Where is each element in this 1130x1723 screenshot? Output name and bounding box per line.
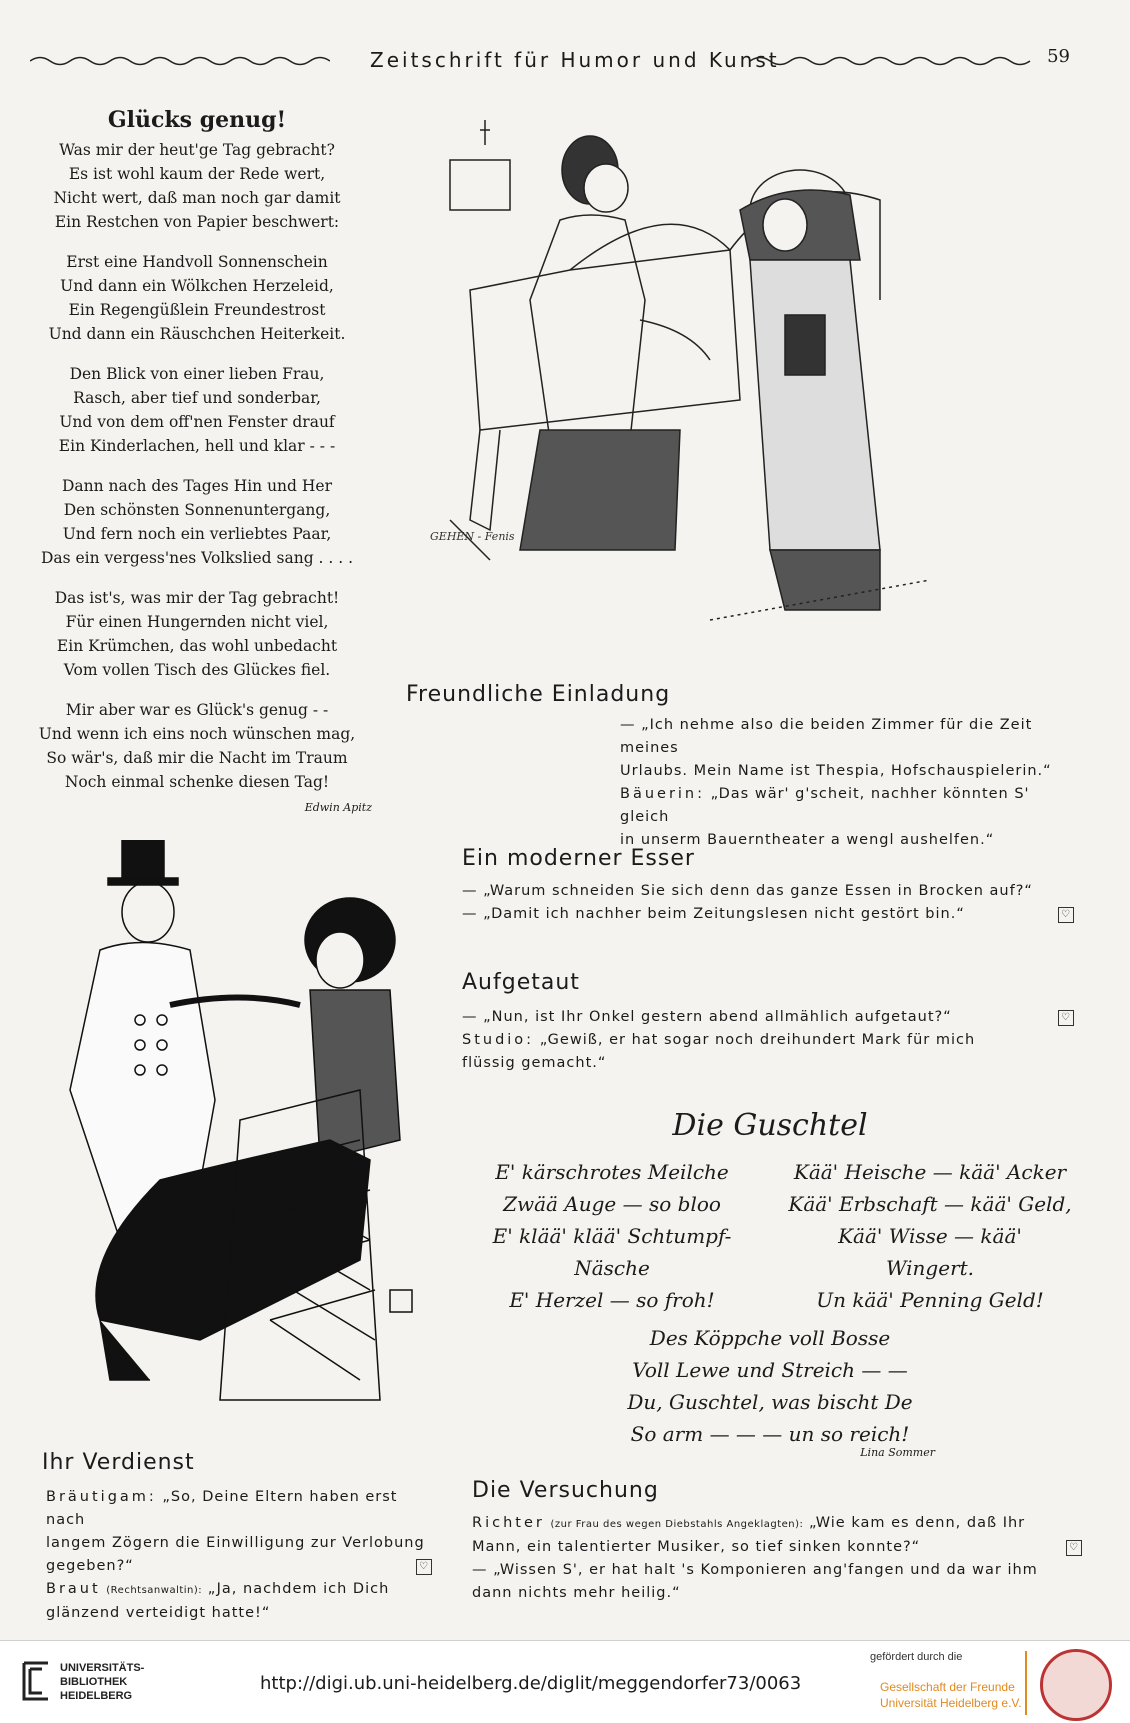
- poem-line: Näsche: [574, 1256, 650, 1280]
- text-line: [462, 903, 1074, 926]
- text-line-content: — „Nun, ist Ihr Onkel gestern abend allmählich aufgetaut?“: [462, 1009, 952, 1025]
- poem-line: E' klää' klää' Schtumpf-: [492, 1224, 732, 1248]
- text-line: [46, 1578, 432, 1602]
- text-line-content: — „Damit ich nachher beim Zeitungslesen nicht gestört bin.“: [462, 906, 965, 922]
- library-name: [60, 1661, 144, 1703]
- poem-stanza-2: [22, 250, 372, 346]
- poem-stanza-4: [22, 474, 372, 570]
- header-ornament-left: [30, 54, 330, 68]
- heart-icon: ♡: [1066, 1540, 1082, 1556]
- poem-line: Un kää' Penning Geld!: [816, 1288, 1044, 1312]
- footer-divider: [1025, 1651, 1027, 1715]
- library-name-line: HEIDELBERG: [60, 1690, 133, 1702]
- poem-line: Ein Kinderlachen, hell und klar - - -: [58, 437, 336, 455]
- poem-line: Vom vollen Tisch des Glückes fiel.: [63, 661, 331, 679]
- poem-line: Voll Lewe und Streich — —: [632, 1358, 908, 1382]
- speaker-note: (Rechtsanwaltin):: [106, 1585, 203, 1596]
- poem-stanza-5: [22, 586, 372, 682]
- poem-line: Für einen Hungernden nicht viel,: [65, 613, 329, 631]
- heading-ihr-verdienst: Ihr Verdienst: [42, 1450, 195, 1475]
- poem-line: Und fern noch ein verliebtes Paar,: [62, 525, 332, 543]
- poem-stanza-1: [22, 138, 372, 234]
- guschtel-author: Lina Sommer: [860, 1446, 935, 1459]
- poem-line: Dann nach des Tages Hin und Her: [61, 477, 332, 495]
- text-line: [462, 1029, 1074, 1052]
- speaker-label: Braut: [46, 1581, 101, 1597]
- illustration-couple: [40, 840, 420, 1450]
- poem-line: Du, Guschtel, was bischt De: [627, 1390, 913, 1414]
- poem-line: Das ein vergess'nes Volkslied sang . . . .: [40, 549, 354, 567]
- header-ornament-right: [750, 54, 1040, 68]
- poem-line: So wär's, daß mir die Nacht im Traum: [46, 749, 348, 767]
- university-seal-icon: [1040, 1649, 1112, 1721]
- poem-line: Was mir der heut'ge Tag gebracht?: [59, 141, 335, 159]
- text-line: langem Zögern die Einwilligung zur Verlobung: [46, 1535, 425, 1551]
- text-line: [472, 1536, 1082, 1559]
- text-line: glänzend verteidigt hatte!“: [46, 1605, 271, 1621]
- poem-author: Edwin Apitz: [304, 801, 372, 814]
- text-line: [46, 1486, 432, 1532]
- poem-line: Ein Restchen von Papier beschwert:: [54, 213, 340, 231]
- text-line-content: gegeben?“: [46, 1558, 134, 1574]
- poem-line: Rasch, aber tief und sonderbar,: [73, 389, 321, 407]
- library-logo-icon: [20, 1659, 52, 1703]
- society-name-line: Universität Heidelberg e.V.: [880, 1696, 1022, 1710]
- text-line: Urlaubs. Mein Name ist Thespia, Hofschauspielerin.“: [620, 763, 1052, 779]
- speech-text: „Gewiß, er hat sogar noch dreihundert Mark für mich: [539, 1032, 976, 1048]
- poem-line: Des Köppche voll Bosse: [649, 1326, 891, 1350]
- heading-freundliche-einladung: Freundliche Einladung: [406, 682, 671, 707]
- text-line: in unserm Bauerntheater a wengl aushelfen.“: [620, 832, 995, 848]
- speech-text: „Das wär' g'scheit, nachher könnten S' gleich: [620, 786, 1030, 825]
- text-line: [462, 1006, 1074, 1029]
- poem-line: Mir aber war es Glück's genug - -: [65, 701, 329, 719]
- poem-line: Und dann ein Räuschchen Heiterkeit.: [48, 325, 346, 343]
- poem-line: Es ist wohl kaum der Rede wert,: [68, 165, 326, 183]
- text-line: [472, 1512, 1082, 1536]
- page-header: [30, 44, 1070, 74]
- text-moderner-esser: [462, 880, 1074, 926]
- funded-by-label: gefördert durch die: [870, 1651, 963, 1663]
- poem-guschtel-title: Die Guschtel: [672, 1108, 868, 1143]
- society-name: [880, 1679, 1022, 1711]
- text-die-versuchung: [472, 1512, 1082, 1605]
- poem-line: Und wenn ich eins noch wünschen mag,: [38, 725, 356, 743]
- poem-line: Zwää Auge — so bloo: [503, 1192, 721, 1216]
- speaker-label: Richter: [472, 1515, 545, 1531]
- text-line-content: Mann, ein talentierter Musiker, so tief sinken konnte?“: [472, 1539, 921, 1555]
- text-line: — „Wissen S', er hat halt 's Komponieren ang'fangen und da war ihm: [472, 1562, 1038, 1578]
- text-line: flüssig gemacht.“: [462, 1055, 607, 1071]
- journal-title: Zeitschrift für Humor und Kunst: [370, 48, 780, 72]
- text-line: — „Ich nehme also die beiden Zimmer für die Zeit meines: [620, 717, 1033, 756]
- speech-text: „Ja, nachdem ich Dich: [207, 1581, 390, 1597]
- speaker-label: Studio:: [462, 1032, 535, 1048]
- speaker-note: (zur Frau des wegen Diebstahls Angeklagten):: [550, 1519, 804, 1530]
- poem-line: Und von dem off'nen Fenster drauf: [59, 413, 335, 431]
- poem-title: Glücks genug!: [107, 107, 287, 133]
- poem-line: So arm — — — un so reich!: [630, 1422, 910, 1446]
- heading-moderner-esser: Ein moderner Esser: [462, 846, 695, 871]
- poem-line: Den Blick von einer lieben Frau,: [69, 365, 325, 383]
- poem-line: Noch einmal schenke diesen Tag!: [64, 773, 330, 791]
- poem-line: E' Herzel — so froh!: [509, 1288, 715, 1312]
- poem-line: Und dann ein Wölkchen Herzeleid,: [60, 277, 334, 295]
- poem-stanza-3: [22, 362, 372, 458]
- heart-icon: ♡: [1058, 907, 1074, 923]
- heading-aufgetaut: Aufgetaut: [462, 970, 580, 995]
- poem-line: Kää' Erbschaft — kää' Geld,: [788, 1192, 1072, 1216]
- speech-text: „Wie kam es denn, daß Ihr: [809, 1515, 1026, 1531]
- text-line: dann nichts mehr heilig.“: [472, 1585, 681, 1601]
- poem-line: Kää' Wisse — kää': [838, 1224, 1022, 1248]
- poem-line: Nicht wert, daß man noch gar damit: [53, 189, 341, 207]
- poem-line: Den schönsten Sonnenuntergang,: [63, 501, 331, 519]
- poem-glucks-genug: [22, 108, 372, 820]
- heart-icon: ♡: [416, 1559, 432, 1575]
- text-line: — „Warum schneiden Sie sich denn das ganze Essen in Brocken auf?“: [462, 883, 1033, 899]
- poem-line: E' kärschrotes Meilche: [495, 1160, 729, 1184]
- illustration-two-women: [410, 100, 1090, 680]
- speech-text: „So, Deine Eltern haben erst nach: [46, 1489, 398, 1528]
- text-line: [620, 783, 1080, 829]
- poem-line: Wingert.: [885, 1256, 975, 1280]
- library-name-line: BIBLIOTHEK: [60, 1676, 128, 1688]
- poem-stanza-6: [22, 698, 372, 794]
- speaker-label: Bäuerin:: [620, 786, 706, 802]
- poem-line: Das ist's, was mir der Tag gebracht!: [54, 589, 340, 607]
- footer-bar: [0, 1640, 1130, 1723]
- poem-line: Ein Krümchen, das wohl unbedacht: [56, 637, 338, 655]
- text-ihr-verdienst: [46, 1486, 432, 1625]
- guschtel-right-column: [780, 1156, 1080, 1316]
- library-name-line: UNIVERSITÄTS-: [60, 1662, 145, 1674]
- society-name-line: Gesellschaft der Freunde: [880, 1680, 1015, 1694]
- text-aufgetaut: [462, 1006, 1074, 1075]
- illustration-signature: GEHEN - Fenis: [430, 530, 515, 543]
- speaker-label: Bräutigam:: [46, 1489, 157, 1505]
- guschtel-left-column: [462, 1156, 762, 1316]
- poem-line: Erst eine Handvoll Sonnenschein: [66, 253, 328, 271]
- poem-line: Kää' Heische — kää' Acker: [793, 1160, 1067, 1184]
- page-number: 59: [1047, 46, 1070, 67]
- source-url-link[interactable]: http://digi.ub.uni-heidelberg.de/diglit/meggendorfer73/0063: [260, 1673, 802, 1694]
- heading-die-versuchung: Die Versuchung: [472, 1478, 659, 1503]
- poem-line: Ein Regengüßlein Freundestrost: [68, 301, 326, 319]
- guschtel-closing: [560, 1322, 980, 1450]
- heart-icon: ♡: [1058, 1010, 1074, 1026]
- text-line: [46, 1555, 432, 1578]
- text-freundliche-einladung: [620, 714, 1080, 852]
